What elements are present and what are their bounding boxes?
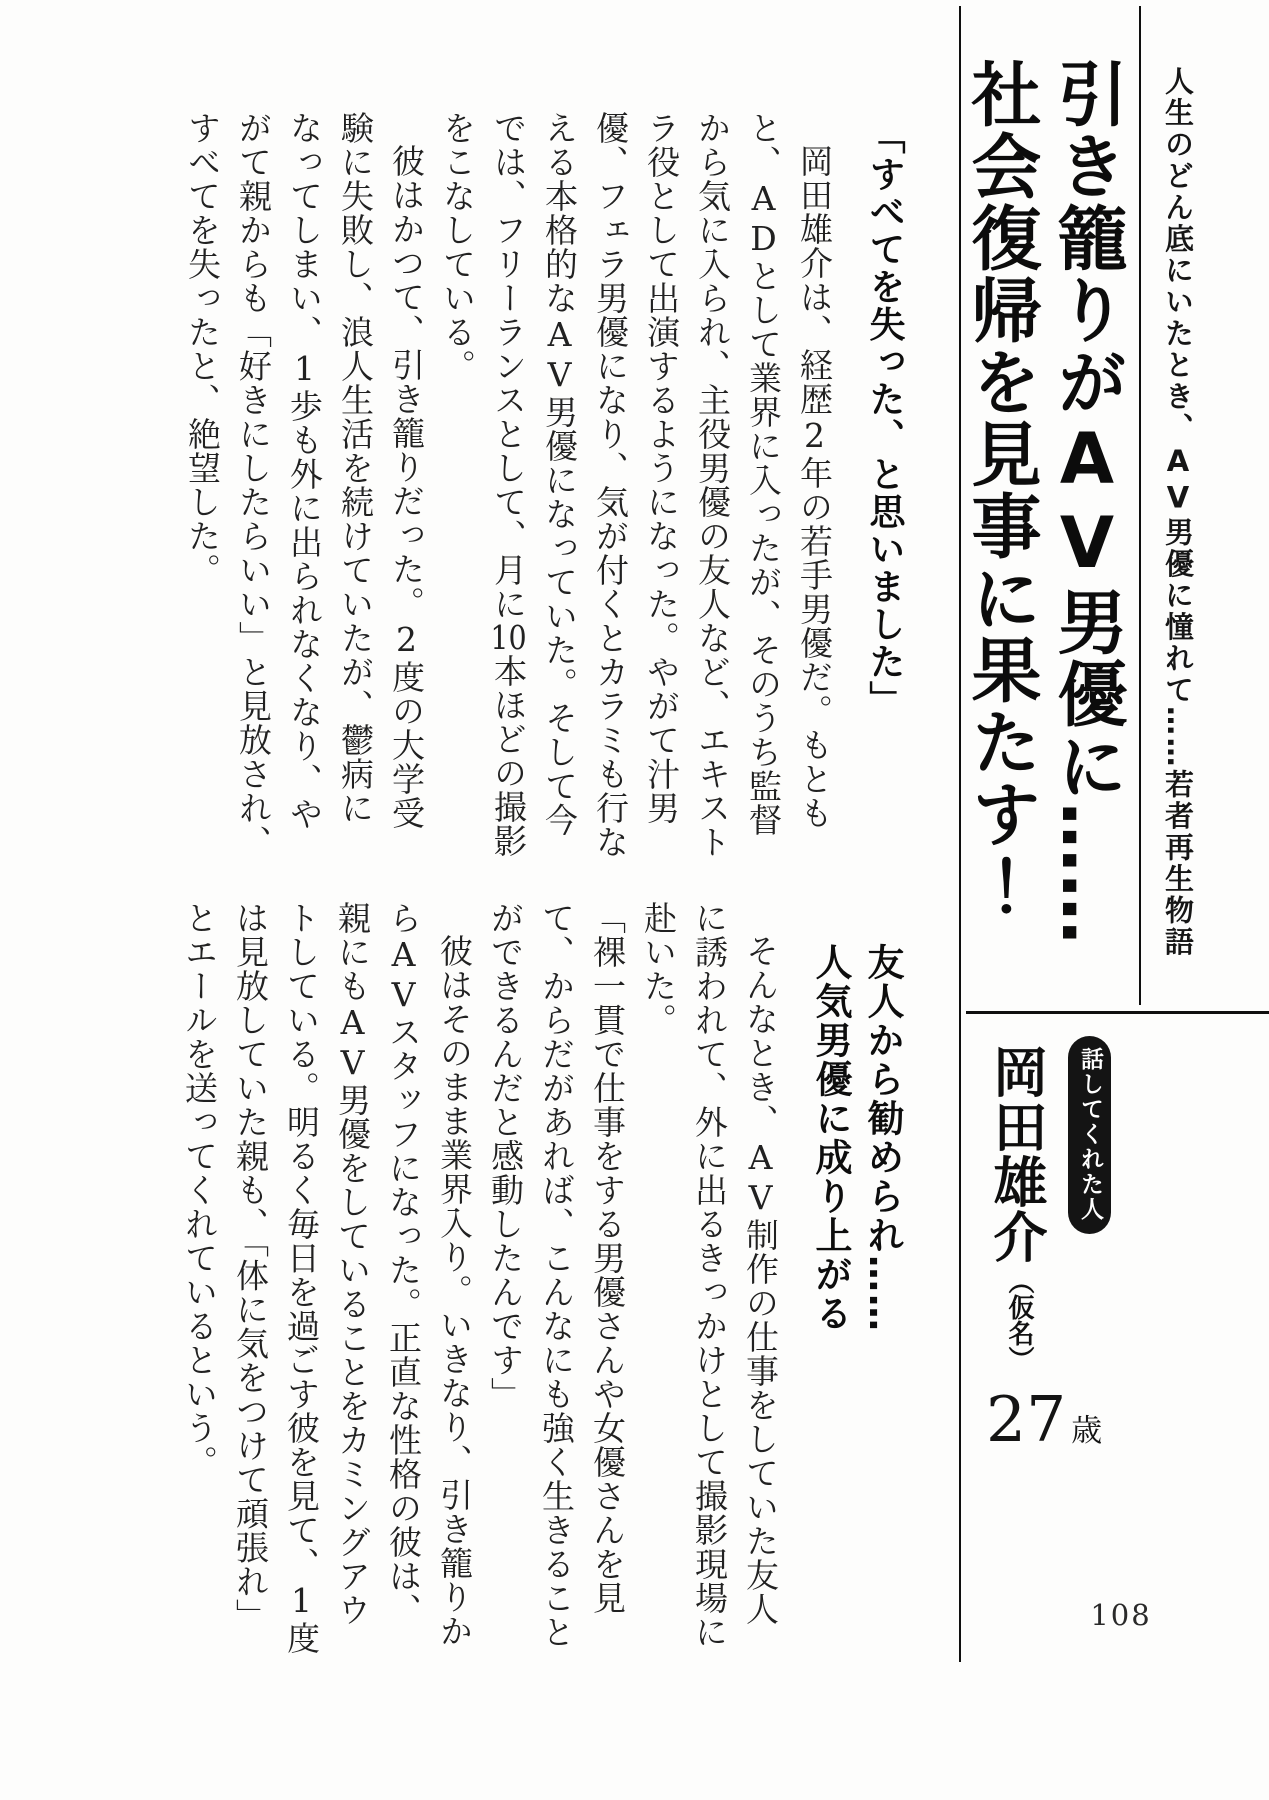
interviewee-name: 岡田雄介 (985, 1044, 1048, 1264)
paragraph: そんなとき、AV制作の仕事をしていた友人に誘われて、外に出るきっかけとして撮影現場に赴いた。 (639, 901, 780, 1649)
paragraph: 彼はそのまま業界入り。いきなり、引き籠りからAVスタッフになった。正直な性格の彼は、親にもAV男優をしていることをカミングアウトしている。明るく毎日を過ごす彼を見て、1度は見放していた親も、「体に気をつけて頑張れ」とエールを送ってくれているという。 (180, 901, 474, 1655)
headline-line1: 引き籠りがAV男優に…… (1046, 58, 1128, 946)
kicker-strip: 人生のどん底にいたとき、AV男優に憧れて……若者再生物語 (1161, 66, 1195, 958)
paragraph: 「裸一貫で仕事をする男優さんや女優さんを見て、からだがあれば、こんなにも強く生きることができるんだと感動したんです」 (486, 901, 627, 1649)
page-number: 108 (1090, 1598, 1152, 1632)
paragraph: 彼はかつて、引き籠りだった。2度の大学受験に失敗し、浪人生活を続けていたが、鬱病になってしまい、1歩も外に出られなくなり、やがて親からも「好きにしたらいい」と見放され、すべてを失ったと、絶望した。 (183, 111, 426, 859)
interviewee-name-note: （仮名） (1004, 1268, 1034, 1372)
section2-body (126, 901, 786, 1657)
headline (958, 58, 1130, 946)
headline-underline-rule (966, 1011, 1269, 1014)
interviewee-age (986, 1383, 1103, 1456)
paragraph: 岡田雄介は、経歴2年の若手男優だ。もともと、ADとして業界に入ったが、そのうち監督から気に入られ、主役男優の友人など、エキストラ役として出演するようになった。やがて汁男優、フェラ男優になり、気が付くとカラミも行なえる本格的なAV男優になっていた。そして今では、フリーランスとして、月に10本ほどの撮影をこなしている。 (438, 111, 834, 859)
age-number: 27 (986, 1383, 1067, 1456)
kicker-divider-rule (1139, 6, 1141, 1005)
interviewee-tag-pill: 話してくれた人 (1068, 1036, 1111, 1234)
section1-subhead: 「すべてを失った、と思いました」 (864, 118, 905, 718)
age-suffix: 歳 (1071, 1413, 1103, 1449)
section2-subhead (804, 943, 908, 1333)
section2-subhead-line2: 人気男優に成り上がる (809, 943, 852, 1333)
headline-line2: 社会復帰を見事に果たす！ (960, 58, 1042, 922)
section1-body (140, 111, 840, 863)
section2-subhead-line1: 友人から勧められ…… (861, 943, 904, 1333)
